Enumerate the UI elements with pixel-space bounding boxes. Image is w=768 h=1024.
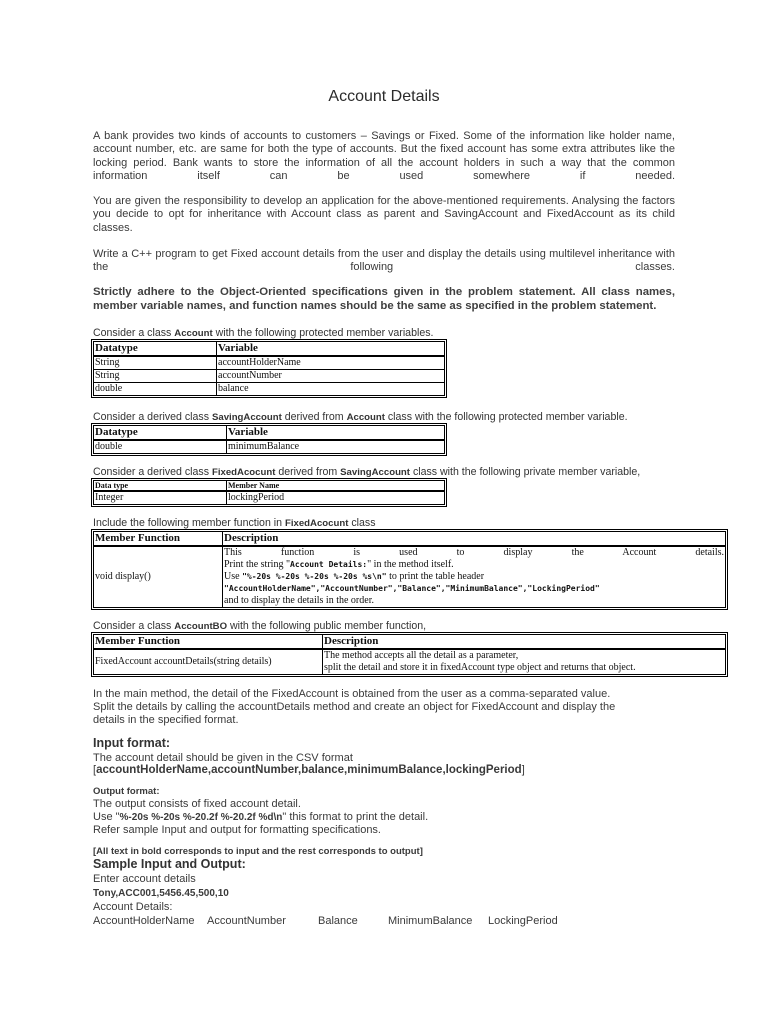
table-header-cell: Variable [217,342,445,357]
table-cell: String [94,370,217,383]
description-line: "AccountHolderName","AccountNumber","Balance","MinimumBalance","LockingPeriod" [224,584,600,593]
table-cell: minimumBalance [227,440,445,454]
table-row [94,546,726,608]
column-label: LockingPeriod [488,915,558,927]
sample-prompt: Enter account details [93,873,196,885]
table-header-row [94,426,445,441]
table-row [94,649,726,675]
output-format-line: Refer sample Input and output for formatting specifications. [93,824,381,836]
main-method-line: Split the details by calling the accountDetails method and create an object for FixedAccount and display the [93,701,616,713]
table-cell: String [94,356,217,370]
fixed-intro: Consider a derived class FixedAcocunt derived from SavingAccount class with the following private member variable, [93,466,641,478]
table-row [94,440,445,454]
description-line: Print the string "Account Details:" in the method itself. [224,559,454,570]
column-label: MinimumBalance [388,915,473,927]
saving-intro: Consider a derived class SavingAccount derived from Account class with the following protected member variable. [93,411,628,423]
output-format-line: The output consists of fixed account detail. [93,798,301,810]
table-header-cell: Member Function [94,635,323,650]
table-row [94,491,445,505]
function-signature: FixedAccount accountDetails(string details) [94,649,323,675]
member-function-intro: Include the following member function in FixedAcocunt class [93,517,376,529]
table-cell: balance [217,383,445,396]
intro-paragraph-1: A bank provides two kinds of accounts to customers – Savings or Fixed. Some of the information like holder name, account number, etc. are same for both the type of accounts. But the fixed account has some extra attributes like the locking period. Bank wants to store the information of all the account holders in such a way that the common information itself can be used somewhere if needed. [93,130,675,182]
intro-paragraph-2: You are given the responsibility to develop an application for the above-mentioned requirements. Analysing the factors you decide to opt for inheritance with Account class as parent and SavingAccount and FixedAccount as its child classes. [93,195,675,234]
description-line: The method accepts all the detail as a parameter, [324,650,519,661]
fixed-account-table [93,480,445,505]
table-cell: lockingPeriod [227,491,445,505]
table-header-cell: Description [223,532,726,547]
member-function-table [93,531,726,608]
sample-output-header [93,915,558,927]
column-label: AccountNumber [207,915,286,927]
table-row [94,356,445,370]
sample-input: Tony,ACC001,5456.45,500,10 [93,888,229,899]
column-label: Balance [318,915,358,927]
table-header-cell: Datatype [94,342,217,357]
description-line: Use "%-20s %-20s %-20s %-20s %s\n" to print the table header [224,571,485,582]
table-row [94,370,445,383]
table-header-cell: Member Name [227,481,445,492]
input-format-line: The account detail should be given in the CSV format [93,752,353,764]
bold-note: [All text in bold corresponds to input and the rest corresponds to output] [93,846,423,857]
input-format-heading: Input format: [93,736,171,750]
table-header-row [94,481,445,492]
account-bo-intro: Consider a class AccountBO with the following public member function, [93,620,427,632]
account-bo-table [93,634,726,675]
table-cell: Integer [94,491,227,505]
table-header-cell: Description [323,635,726,650]
main-method-line: In the main method, the detail of the FixedAccount is obtained from the user as a comma-separated value. [93,688,611,700]
description-line: and to display the details in the order. [224,595,374,606]
description-line: This function is used to display the Account details. [224,547,724,558]
output-format-heading: Output format: [93,786,160,797]
table-cell: double [94,440,227,454]
table-row [94,383,445,396]
table-cell: accountNumber [217,370,445,383]
column-label: AccountHolderName [93,915,195,927]
description-line: split the detail and store it in fixedAccount type object and returns that object. [324,662,636,673]
account-intro: Consider a class Account with the following protected member variables. [93,327,434,339]
saving-account-table [93,425,445,454]
table-cell: accountHolderName [217,356,445,370]
output-format-line: Use "%-20s %-20s %-20.2f %-20.2f %d\n" this format to print the detail. [93,811,429,823]
function-description [223,546,726,608]
sample-heading: Sample Input and Output: [93,857,246,871]
table-header-row [94,342,445,357]
intro-paragraph-3: Write a C++ program to get Fixed account details from the user and display the details using multilevel inheritance with the following classes. [93,248,675,274]
function-description [323,649,726,675]
table-header-cell: Datatype [94,426,227,441]
account-table [93,341,445,396]
sample-output-label: Account Details: [93,901,173,913]
table-header-row [94,532,726,547]
table-header-row [94,635,726,650]
function-signature: void display() [94,546,223,608]
table-header-cell: Data type [94,481,227,492]
table-cell: double [94,383,217,396]
table-header-cell: Variable [227,426,445,441]
page-title: Account Details [328,88,440,105]
input-format-fields: [accountHolderName,accountNumber,balance,minimumBalance,lockingPeriod] [93,764,525,776]
strict-note: Strictly adhere to the Object-Oriented specifications given in the problem statement. All class names, member variable names, and function names should be the same as specified in the problem statement. [93,286,675,312]
main-method-line: details in the specified format. [93,714,239,726]
table-header-cell: Member Function [94,532,223,547]
